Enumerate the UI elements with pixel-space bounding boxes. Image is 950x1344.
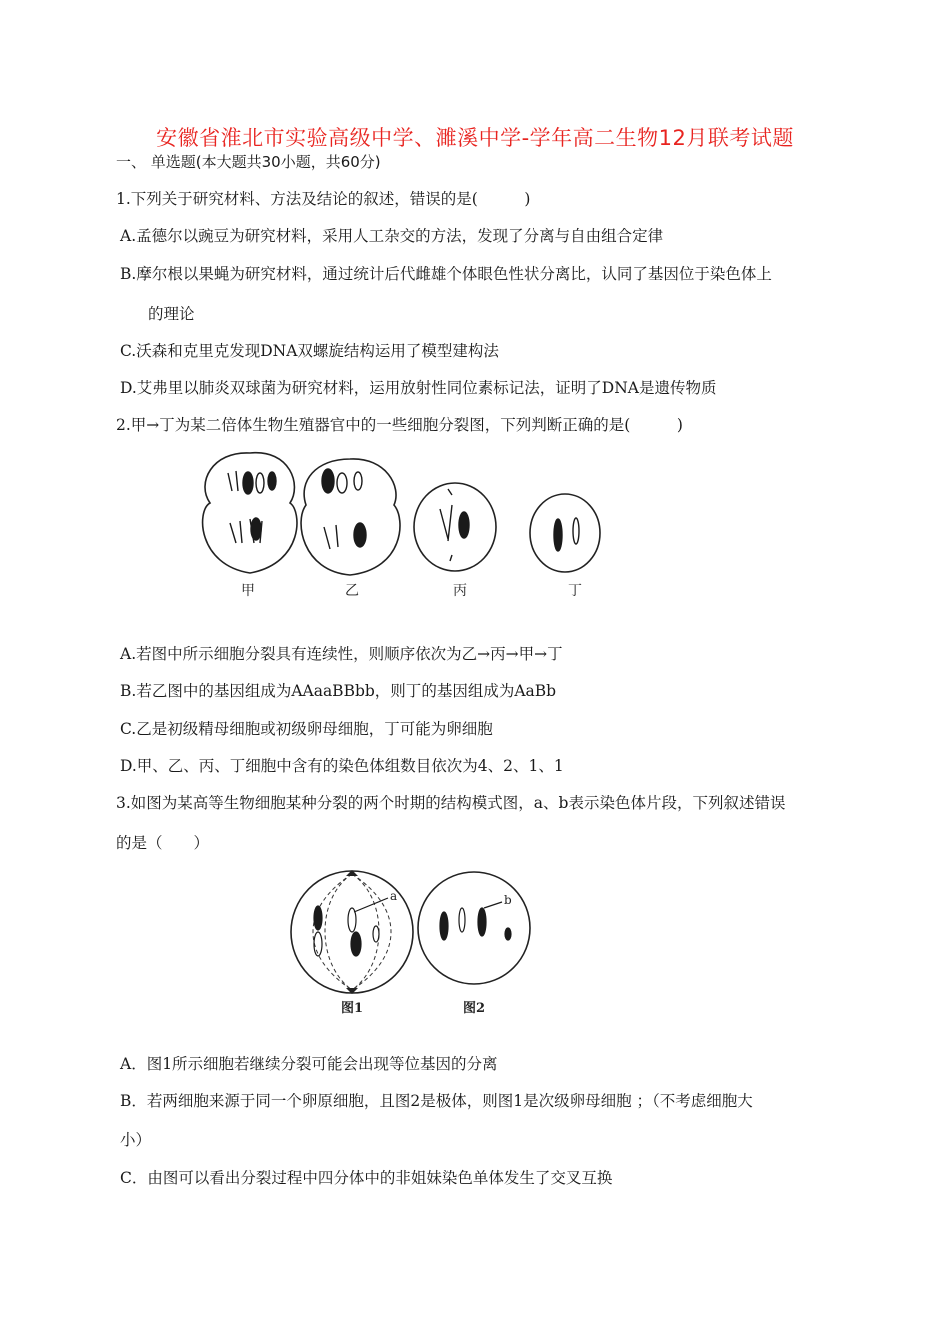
q3-mark-b: b [504,893,512,907]
page-title: 安徽省淮北市实验高级中学、濉溪中学-学年高二生物12月联考试题 [156,126,794,150]
q3-mark-a: a [390,889,398,903]
q1-option-c: C.沃森和克里克发现DNA双螺旋结构运用了模型建构法 [120,342,499,360]
q3-option-b: B．若两细胞来源于同一个卵原细胞，且图2是极体，则图1是次级卵母细胞 ；（不考虑细胞大 [120,1092,753,1110]
q1-stem: 1.下列关于研究材料、方法及结论的叙述，错误的是( ) [116,190,531,208]
q3-option-c: C．由图可以看出分裂过程中四分体中的非姐妹染色单体发生了交叉互换 [120,1169,613,1187]
q3-option-a: A．图1所示细胞若继续分裂可能会出现等位基因的分离 [120,1055,498,1073]
q2-option-b: B.若乙图中的基因组成为AAaaBBbb，则丁的基因组成为AaBb [120,682,557,700]
q3-fig1-label: 图1 [340,1001,364,1016]
q3-stem-cont: 的是（ ） [116,834,210,852]
q2-option-c: C.乙是初级精母细胞或初级卵母细胞，丁可能为卵细胞 [120,720,493,738]
q2-label-yi: 乙 [345,583,359,599]
q2-stem: 2.甲→丁为某二倍体生物生殖器官中的一些细胞分裂图，下列判断正确的是( ) [116,416,683,434]
q2-cell-division-figure [190,445,620,605]
q3-option-b-cont: 小） [120,1131,152,1149]
q2-label-bing: 丙 [453,583,467,599]
q3-fig2-label: 图2 [462,1001,486,1016]
q2-label-ding: 丁 [568,583,582,599]
q2-option-a: A.若图中所示细胞分裂具有连续性，则顺序依次为乙→丙→甲→丁 [120,645,563,663]
q2-option-d: D.甲、乙、丙、丁细胞中含有的染色体组数目依次为4、2、1、1 [120,757,564,775]
q3-stem: 3.如图为某高等生物细胞某种分裂的两个时期的结构模式图，a、b表示染色体片段，下列叙述错误 [116,794,786,812]
q1-option-b-cont: 的理论 [148,305,195,323]
q3-cell-figure [286,868,546,1018]
q1-option-d: D.艾弗里以肺炎双球菌为研究材料，运用放射性同位素标记法，证明了DNA是遗传物质 [120,379,717,397]
section-heading: 一、 单选题(本大题共30小题，共60分) [116,153,381,171]
q1-option-b: B.摩尔根以果蝇为研究材料，通过统计后代雌雄个体眼色性状分离比，认同了基因位于染色体上 [120,265,772,283]
q1-option-a: A.孟德尔以豌豆为研究材料，采用人工杂交的方法，发现了分离与自由组合定律 [120,227,664,245]
q2-label-jia: 甲 [241,583,255,599]
